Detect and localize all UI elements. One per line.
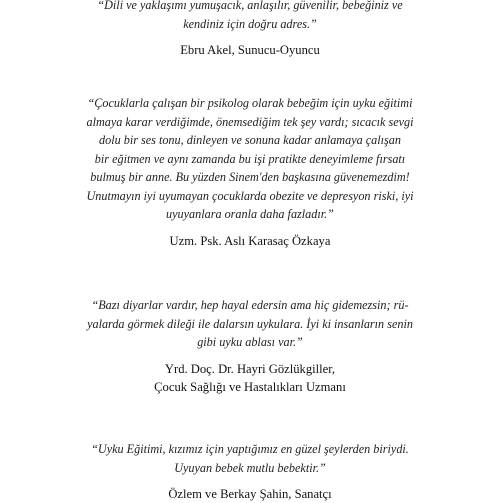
quote-line: almaya karar verdiğimde, önemsediğim tek şey vardı; sıcacık sevgi [86, 114, 414, 129]
testimonial-ozlem-berkay-sahin [70, 440, 430, 503]
quote-line: bir eğitmen ve aynı zamanda bu işi pratikte deneyimleme fırsatı [94, 151, 406, 166]
testimonial-author [70, 232, 430, 250]
quote-line: dolu bir ses tonu, dinleyen ve sonuna kadar anlamaya çalışan [99, 133, 401, 147]
quote-line: “Bazı diyarlar vardır, hep hayal edersin ama hiç gidemezsin; rü- [91, 298, 409, 312]
testimonial-quote [70, 296, 430, 352]
author-line: Uzm. Psk. Aslı Karasaç Özkaya [169, 233, 331, 248]
quote-line: Unutmayın iyi uyumayan çocuklarda obezite ve depresyon riski, iyi [86, 188, 414, 203]
testimonial-author [70, 360, 430, 396]
testimonial-quote [70, 0, 430, 33]
quote-line: bulmuş bir anne. Bu yüzden Sinem'den başkasına güvenemezdim! [90, 170, 410, 184]
quote-line: Uyuyan bebek mutlu bebektir.” [174, 460, 326, 475]
quote-line: uyuyanlara oranla daha fazladır.” [166, 207, 334, 221]
testimonial-author [70, 41, 430, 59]
testimonial-quote [70, 440, 430, 477]
author-line: Yrd. Doç. Dr. Hayri Gözlükgiller, [164, 361, 336, 376]
quote-line: “Dili ve yaklaşımı yumuşacık, anlaşılır, güvenilir, bebeğiniz ve [97, 0, 403, 12]
testimonial-asli-karasac-ozkaya [70, 94, 430, 250]
testimonial-quote [70, 94, 430, 224]
quote-line: gibi uyku ablası var.” [197, 335, 303, 349]
quote-line: yalarda görmek dileği ile dalarsın uykulara. İyi ki insanların senin [87, 316, 413, 331]
author-line: Özlem ve Berkay Şahin, Sanatçı [168, 487, 332, 501]
author-line: Ebru Akel, Sunucu-Oyuncu [180, 43, 320, 57]
testimonial-author [70, 485, 430, 503]
testimonial-ebru-akel [70, 0, 430, 59]
quote-line: “Uyku Eğitimi, kızımız için yaptığımız en güzel şeylerden biriydi. [91, 442, 409, 456]
author-line: Çocuk Sağlığı ve Hastalıkları Uzmanı [154, 379, 346, 394]
quote-line: “Çocuklarla çalışan bir psikolog olarak bebeğim için uyku eğitimi [87, 96, 413, 110]
testimonial-hayri-gozlukgiller [70, 296, 430, 396]
quote-line: kendiniz için doğru adres.” [183, 16, 317, 31]
